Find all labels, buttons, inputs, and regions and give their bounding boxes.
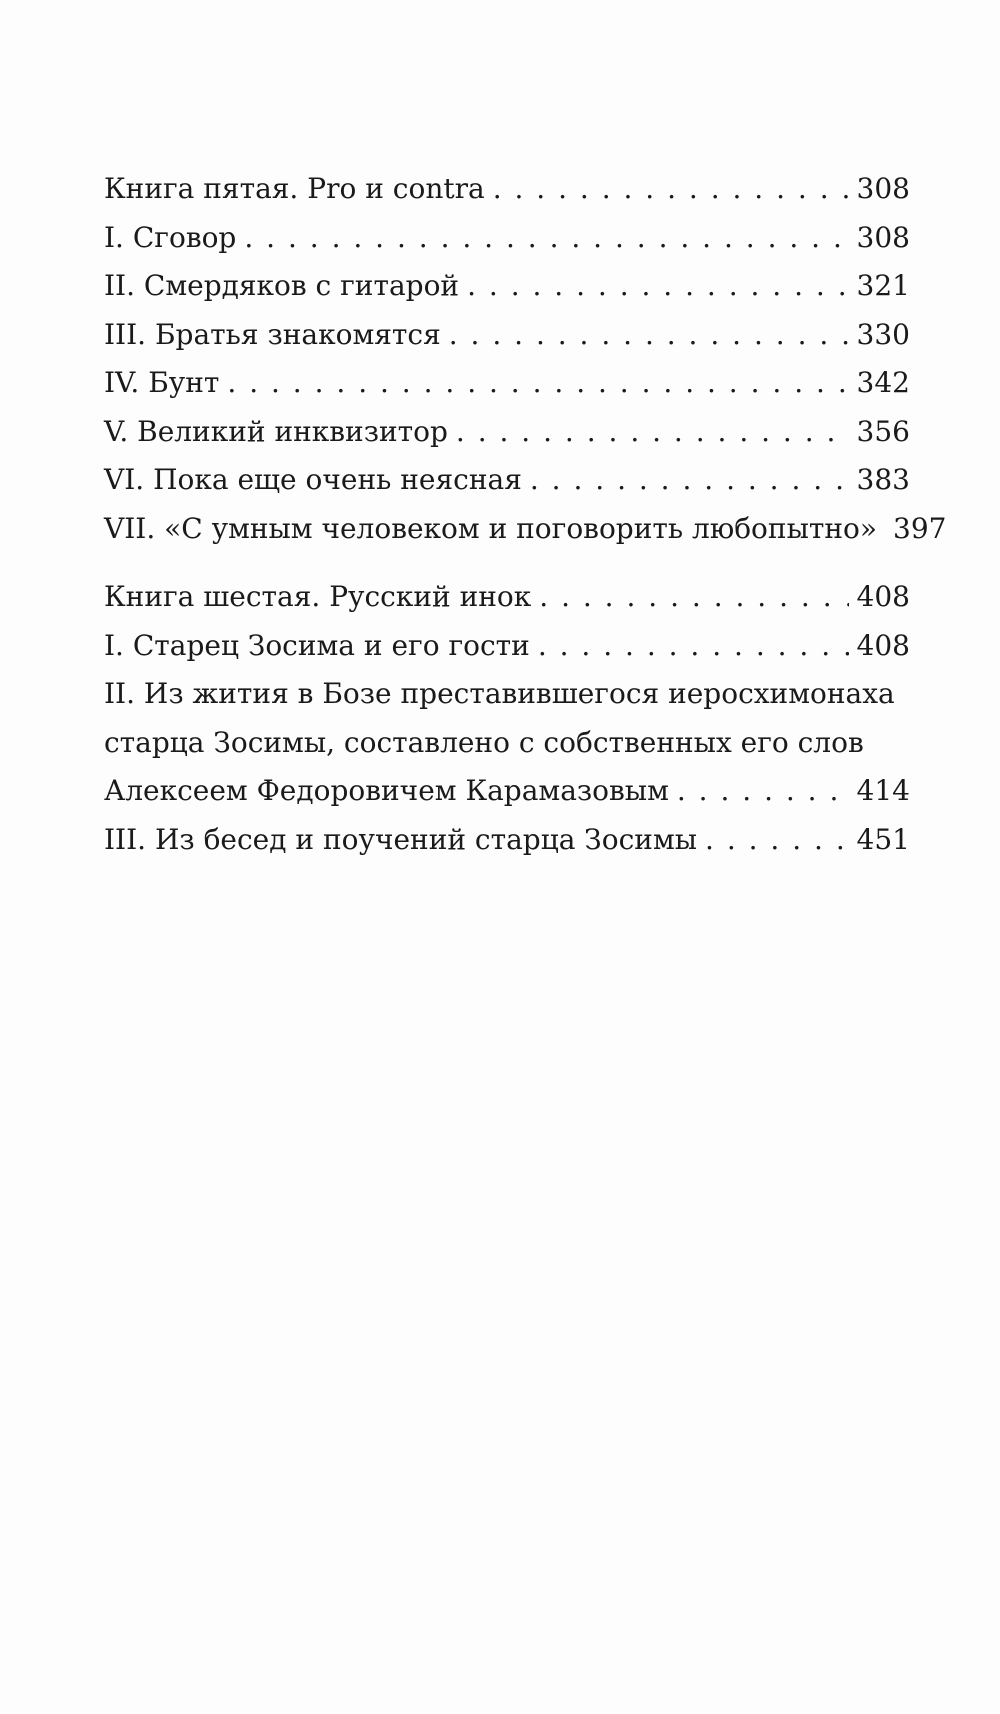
leader-dots [244,214,848,263]
toc-entry [104,214,910,263]
toc-entry [104,816,910,865]
toc-entry-page: 308 [856,220,910,254]
toc-entry-title: Книга шестая. Русский инок [104,580,532,613]
toc-entry-page: 408 [856,580,910,613]
toc-group-book-five [104,165,947,553]
toc-entry-page: 414 [856,774,910,807]
toc-entry-page: 451 [856,822,910,856]
toc-entry [104,408,910,457]
toc-entry [104,622,910,671]
table-of-contents [104,165,947,864]
toc-entry-title: VII. «С умным человеком и поговорить любопытно» [104,511,877,545]
toc-entry [104,456,910,505]
leader-dots [705,816,849,865]
toc-entry [104,262,910,311]
toc-entry-page: 308 [856,172,910,205]
toc-entry-page: 342 [856,366,910,399]
toc-group-book-six [104,573,910,864]
leader-dots [538,622,849,671]
toc-entry-title: III. Из бесед и поучений старца Зосимы [104,822,698,856]
toc-entry-title: VI. Пока еще очень неясная [104,463,522,496]
leader-dots [530,456,849,505]
toc-entry-title: Книга пятая. Pro и contra [104,172,485,205]
toc-entry-title: I. Старец Зосима и его гости [104,628,530,662]
toc-entry-title-line: старца Зосимы, составлено с собственных его слов [104,725,864,759]
toc-entry [104,573,910,622]
toc-entry-page: 397 [893,511,947,545]
toc-entry-page: 383 [856,463,910,496]
toc-entry-page: 321 [856,269,910,302]
leader-dots [227,359,848,408]
toc-entry-title: Алексеем Федоровичем Карамазовым [104,774,669,807]
toc-entry-title: II. Смердяков с гитарой [104,269,460,302]
toc-entry-title: III. Братья знакомятся [104,317,441,351]
leader-dots [456,408,849,457]
leader-dots [449,311,849,360]
toc-entry [104,165,910,214]
leader-dots [467,262,848,311]
toc-entry-title: V. Великий инквизитор [104,414,448,448]
toc-entry [104,767,910,816]
toc-entry [104,311,910,360]
leader-dots [539,573,848,622]
toc-entry [104,359,910,408]
toc-entry-page: 356 [856,414,910,448]
toc-entry [104,505,947,554]
toc-entry-title-line: II. Из жития в Бозе преставившегося иеросхимонаха [104,677,895,710]
toc-entry-title: IV. Бунт [104,366,220,399]
leader-dots [677,767,849,816]
toc-entry-page: 408 [856,628,910,662]
toc-entry-page: 330 [856,317,910,351]
leader-dots [493,165,849,214]
toc-entry-title: I. Сговор [104,220,237,254]
